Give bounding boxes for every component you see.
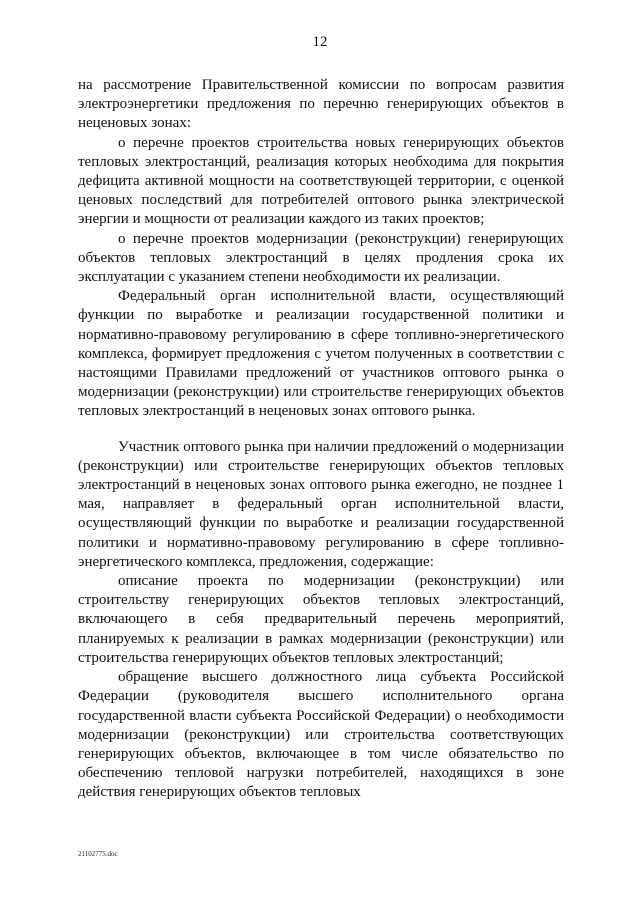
paragraph-modernization-list: о перечне проектов модернизации (реконструкции) генерирующих объектов тепловых электростанций в целях продления срока их эксплуатации с указанием степени необходимости их реализации. xyxy=(78,230,564,286)
paragraph-governor-appeal: обращение высшего должностного лица субъекта Российской Федерации (руководителя высшего исполнительного органа государственной власти субъекта Российской Федерации) о необходимости модернизации (реконструкции) или строительства соответствующих генерирующих объектов, включающее в том числе обязательство по обеспечению тепловой нагрузки потребителей, находящихся в зоне действия генерирующих объектов тепловых xyxy=(78,669,564,801)
paragraph-market-participant: Участник оптового рынка при наличии предложений о модернизации (реконструкции) или строительстве генерирующих объектов тепловых электростанций в неценовых зонах оптового рынка ежегодно, не позднее 1 мая, направляет в федеральный орган исполнительной власти, осуществляющий функции по выработке и реализации государственной политики и нормативно-правовому регулированию в сфере топливно-энергетического комплекса, предложения, содержащие: xyxy=(78,438,564,570)
page-number: 12 xyxy=(312,34,328,50)
paragraph-new-construction-list: о перечне проектов строительства новых генерирующих объектов тепловых электростанций, реализация которых необходима для покрытия дефицита активной мощности на соответствующей территории, с оценкой ценовых последствий для потребителей оптового рынка электрической энергии и мощности от реализации каждого из таких проектов; xyxy=(78,134,564,228)
paragraph-federal-body: Федеральный орган исполнительной власти, осуществляющий функции по выработке и реализации государственной политики и нормативно-правовому регулированию в сфере топливно-энергетического комплекса, формирует предложения с учетом полученных в соответствии с настоящими Правилами предложений от участников оптового рынка о модернизации (реконструкции) или строительстве генерирующих объектов тепловых электростанций в неценовых зонах оптового рынка. xyxy=(78,288,564,420)
footer-document-code: 21102775.doc xyxy=(78,850,118,858)
document-body xyxy=(78,76,564,803)
paragraph-intro: на рассмотрение Правительственной комиссии по вопросам развития электроэнергетики предложения по перечню генерирующих объектов в неценовых зонах: xyxy=(78,77,564,132)
paragraph-project-description: описание проекта по модернизации (реконструкции) или строительству генерирующих объектов тепловых электростанций, включающего в себя предварительный перечень мероприятий, планируемых к реализации в рамках модернизации (реконструкции) или строительства генерирующих объектов тепловых электростанций; xyxy=(78,573,564,666)
